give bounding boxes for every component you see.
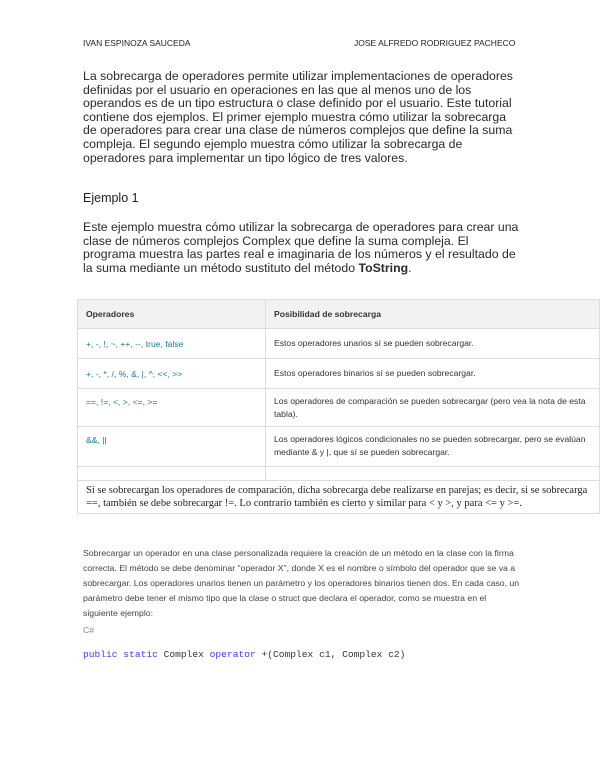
table-row [78,389,600,427]
example-end: . [408,260,412,275]
operator-cell: +, -, *, /, %, &, |, ^, <<, >> [78,359,266,389]
example-text: Este ejemplo muestra cómo utilizar la sobrecarga de operadores para crear una clase de números complejos Complex que define la suma compleja. El programa muestra las partes real e imaginaria de los números y el resultado de la suma mediante un método sustituto del método [83,220,519,275]
table-row [78,329,600,359]
table-note: Si se sobrecargan los operadores de comparación, dicha sobrecarga debe realizarse en parejas; es decir, si se sobrecarga ==, también se debe sobrecargar !=. Lo contrario también es cierto y similar para < y >, y para <= y >=. [78,481,600,514]
col-header-operators: Operadores [78,300,266,329]
code-keyword: operator [209,649,256,660]
desc-cell: Estos operadores binarios sí se pueden sobrecargar. [266,359,600,389]
tostring-bold: ToString [358,260,409,275]
table-row [78,427,600,467]
intro-paragraph: La sobrecarga de operadores permite utilizar implementaciones de operadores definidas por el usuario en operaciones en las que al menos uno de los operandos es de un tipo estructura o clase definido por el usuario. Este tutorial contiene dos ejemplos. El primer ejemplo muestra cómo utilizar la sobrecarga de operadores para crear una clase de números complejos que define la suma compleja. El segundo ejemplo muestra cómo utilizar la sobrecarga de operadores para implementar un tipo lógico de tres valores. [83,69,513,165]
example-heading: Ejemplo 1 [83,191,139,205]
code-sample [83,649,405,660]
desc-cell: Los operadores de comparación se pueden sobrecargar (pero vea la nota de esta tabla). [266,389,600,427]
operator-cell: ==, !=, <, >, <=, >= [78,389,266,427]
header-right: JOSE ALFREDO RODRIGUEZ PACHECO [354,38,516,48]
example-paragraph [83,221,523,275]
table-row-empty [78,467,600,481]
desc-cell: Estos operadores unarios sí se pueden sobrecargar. [266,329,600,359]
empty-cell [266,467,600,481]
empty-cell [78,467,266,481]
desc-cell: Los operadores lógicos condicionales no se pueden sobrecargar, pero se evalúan mediante & y |, que sí se pueden sobrecargar. [266,427,600,467]
code-keyword: public static [83,649,158,660]
operator-cell: +, -, !, ~, ++, --, true, false [78,329,266,359]
body-paragraph: Sobrecargar un operador en una clase personalizada requiere la creación de un método en la clase con la firma correcta. El método se debe denominar "operador X", donde X es el nombre o símbolo del operador que se va a sobrecargar. Los operadores unarios tienen un parámetro y los operadores binarios tienen dos. En cada caso, un parámetro debe tener el mismo tipo que la clase o struct que declara el operador, como se muestra en el siguiente ejemplo: [83,548,520,618]
operators-table [77,299,600,514]
table-note-row [78,481,600,514]
col-header-overload: Posibilidad de sobrecarga [266,300,600,329]
code-text: +(Complex c1, Complex c2) [255,649,406,660]
table-row [78,359,600,389]
header-left: IVAN ESPINOZA SAUCEDA [83,38,191,48]
operator-cell: &&, || [78,427,266,467]
code-text: Complex [157,649,210,660]
code-language-label: C# [83,625,95,635]
